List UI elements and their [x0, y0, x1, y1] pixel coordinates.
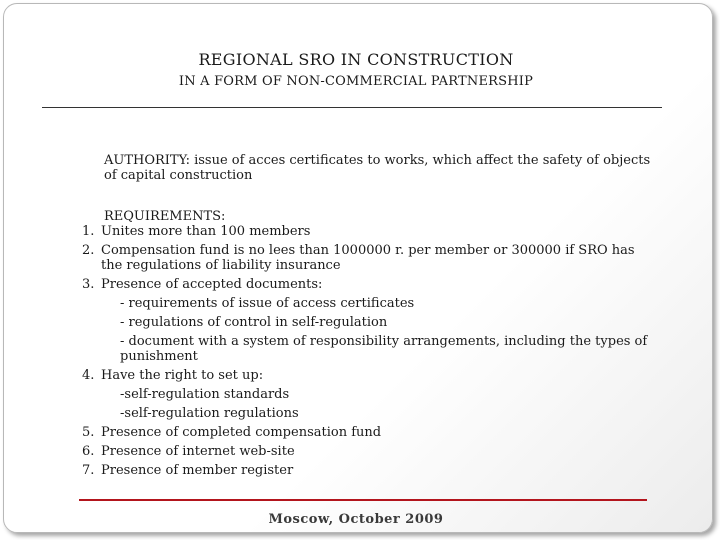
list-item: [82, 425, 682, 440]
list-item-text: Presence of completed compensation fund: [101, 425, 382, 440]
requirements-list: [82, 224, 682, 482]
list-item-text: Unites more than 100 members: [101, 224, 311, 239]
slide-title: REGIONAL SRO IN CONSTRUCTION: [198, 50, 514, 69]
list-item: [82, 224, 682, 239]
footer-divider: [79, 499, 647, 501]
list-item-text: Have the right to set up:: [101, 368, 264, 383]
list-item-text: Presence of accepted documents:: [101, 277, 323, 292]
list-item: [82, 243, 682, 273]
list-item: [82, 277, 682, 364]
list-item-number: 4.: [82, 368, 95, 383]
slide: [3, 3, 713, 533]
list-item-number: 1.: [82, 224, 95, 239]
list-item-text: Presence of member register: [101, 463, 294, 478]
authority-paragraph: AUTHORITY: issue of acces certificates to works, which affect the safety of objects of capital construction: [104, 153, 651, 183]
list-item-text: Presence of internet web-site: [101, 444, 295, 459]
footer-text: Moscow, October 2009: [268, 512, 444, 527]
list-item-text: Compensation fund is no lees than 1000000 r. per member or 300000 if SRO has the regulations of liability insurance: [101, 243, 635, 273]
list-item-number: 7.: [82, 463, 95, 478]
sub-list-item: - regulations of control in self-regulation: [120, 315, 388, 330]
sub-list-item: -self-regulation standards: [120, 387, 290, 402]
sub-list-item: - document with a system of responsibility arrangements, including the types of punishment: [120, 334, 648, 364]
list-item: [82, 463, 682, 478]
requirements-heading: REQUIREMENTS:: [104, 209, 226, 224]
list-item-number: 6.: [82, 444, 95, 459]
list-item: [82, 368, 682, 421]
sub-list-item: -self-regulation regulations: [120, 406, 299, 421]
sub-list: [101, 387, 682, 421]
slide-subtitle: IN A FORM OF NON-COMMERCIAL PARTNERSHIP: [178, 74, 534, 89]
list-item-number: 2.: [82, 243, 95, 258]
sub-list: [101, 296, 682, 364]
list-item: [82, 444, 682, 459]
list-item-number: 5.: [82, 425, 95, 440]
list-item-number: 3.: [82, 277, 95, 292]
sub-list-item: - requirements of issue of access certificates: [120, 296, 415, 311]
title-divider: [42, 107, 662, 108]
